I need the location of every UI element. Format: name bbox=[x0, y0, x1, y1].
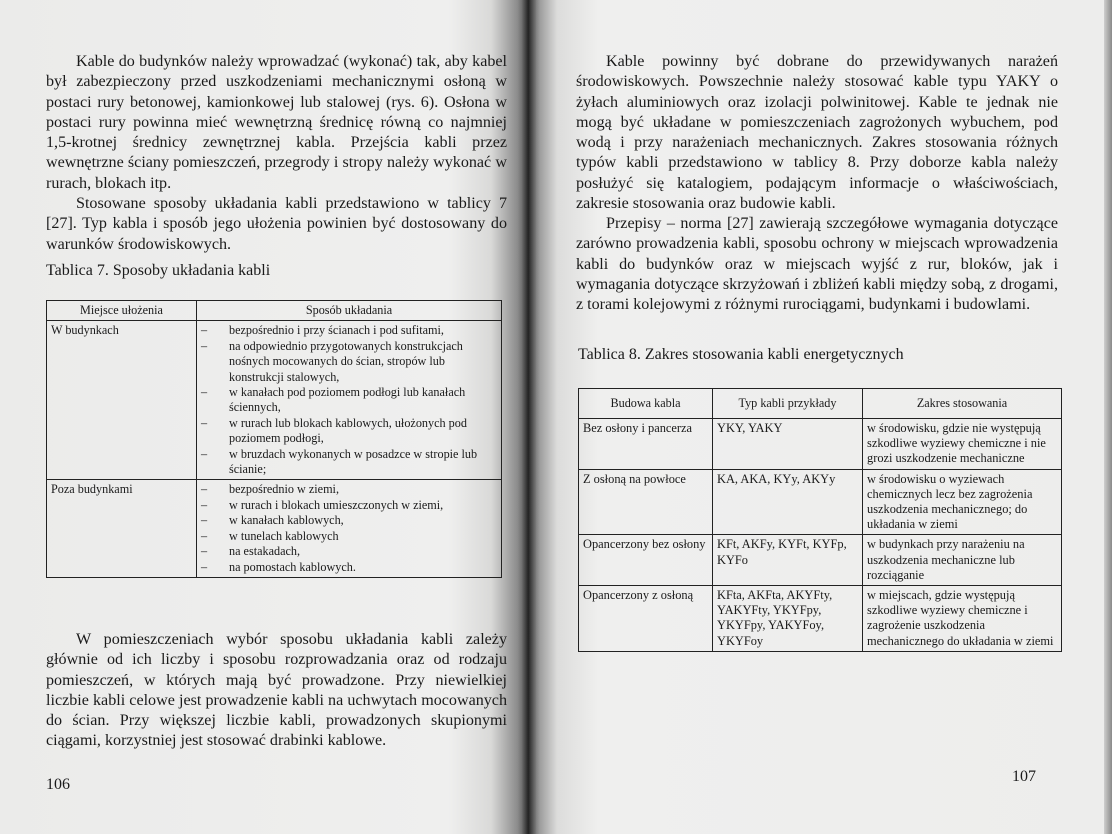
table-row bbox=[47, 321, 502, 480]
right-page bbox=[528, 0, 1112, 834]
table7-caption: Tablica 7. Sposoby układania kabli bbox=[46, 262, 271, 279]
table7 bbox=[46, 300, 502, 578]
table8-build-cell: Z osłoną na powłoce bbox=[579, 469, 713, 535]
left-paragraph-2: Stosowane sposoby układania kabli przedstawiono w tablicy 7 [27]. Typ kabla i sposób jego ułożenia powinien być dostosowany do warunków środowiskowych. bbox=[46, 195, 507, 253]
table8-caption: Tablica 8. Zakres stosowania kabli energetycznych bbox=[578, 346, 904, 363]
table-row bbox=[579, 586, 1062, 652]
list-item: – bezpośrednio i przy ścianach i pod sufitami, bbox=[201, 323, 497, 338]
right-paragraph-1: Kable powinny być dobrane do przewidywanych narażeń środowiskowych. Powszechnie należy stosować kable typu YAKY o żyłach aluminiowych oraz izolacji polwinitowej. Kable te jednak nie mogą być układane w pomieszczeniach zagrożonych wybuchem, pod wodą i przy narażeniach mechanicznych. Zakres stosowania różnych typów kabli przedstawiono w tablicy 8. Przy doborze kabla należy posłużyć się katalogiem, podającym informacje o właściwościach, zakresie stosowania oraz budowie kabli. bbox=[576, 53, 1058, 213]
table-row bbox=[579, 419, 1062, 470]
table7-place-cell: Poza budynkami bbox=[47, 480, 197, 577]
table8-scope-cell: w środowisku o wyziewach chemicznych lecz bez zagrożenia uszkodzenia mechanicznego; do układania w ziemi bbox=[863, 469, 1062, 535]
list-item: – w bruzdach wykonanych w posadzce w stropie lub ścianie; bbox=[201, 447, 497, 478]
list-item: – na estakadach, bbox=[201, 544, 497, 559]
table-row bbox=[579, 469, 1062, 535]
table8 bbox=[578, 388, 1062, 652]
book-gutter bbox=[522, 0, 536, 834]
page-number-left: 106 bbox=[46, 776, 70, 793]
table8-types-cell: KFta, AKFta, AKYFty, YAKYFty, YKYFpy, YKYFpy, YAKYFoy, YKYFoy bbox=[713, 586, 863, 652]
list-item: – w rurach lub blokach kablowych, ułożonych pod poziomem podłogi, bbox=[201, 416, 497, 447]
table7-header-method: Sposób układania bbox=[197, 301, 502, 321]
table-row bbox=[579, 535, 1062, 586]
table8-scope-cell: w miejscach, gdzie występują szkodliwe wyziewy chemiczne i zagrożenie uszkodzenia mechanicznego do układania w ziemi bbox=[863, 586, 1062, 652]
list-item: – na odpowiednio przygotowanych konstrukcjach nośnych mocowanych do ścian, stropów lub konstrukcji stalowych, bbox=[201, 339, 497, 385]
table8-types-cell: YKY, YAKY bbox=[713, 419, 863, 470]
table8-scope-cell: w budynkach przy narażeniu na uszkodzenia mechaniczne lub rozciąganie bbox=[863, 535, 1062, 586]
table7-method-cell bbox=[197, 321, 502, 480]
table8-types-cell: KFt, AKFy, KYFt, KYFp, KYFo bbox=[713, 535, 863, 586]
table7-place-cell: W budynkach bbox=[47, 321, 197, 480]
table8-header-build: Budowa kabla bbox=[579, 389, 713, 419]
table7-method-cell bbox=[197, 480, 502, 577]
table8-types-cell: KA, AKA, KYy, AKYy bbox=[713, 469, 863, 535]
right-paragraph-2: Przepisy – norma [27] zawierają szczegółowe wymagania dotyczące zarówno prowadzenia kabli, sposobu ochrony w miejscach wprowadzenia kabli do budynków oraz w miejscach wyjść z rur, bloków, jak i wymagania dotyczące skrzyżowań i zbliżeń kabli między sobą, z drogami, z torami kolejowymi z różnymi rurociągami, budynkami i budowlami. bbox=[576, 215, 1058, 314]
table8-scope-cell: w środowisku, gdzie nie występują szkodliwe wyziewy chemiczne i nie grozi uszkodzenie mechaniczne bbox=[863, 419, 1062, 470]
table8-build-cell: Opancerzony z osłoną bbox=[579, 586, 713, 652]
table7-header-place: Miejsce ułożenia bbox=[47, 301, 197, 321]
page-edge-shadow bbox=[1104, 0, 1112, 834]
table8-build-cell: Opancerzony bez osłony bbox=[579, 535, 713, 586]
left-paragraph-1: Kable do budynków należy wprowadzać (wykonać) tak, aby kabel był zabezpieczony przed uszkodzeniami mechanicznymi osłoną w postaci rury betonowej, kamionkowej lub stalowej (rys. 6). Osłona w postaci rury powinna mieć wewnętrzną średnicę równą co najmniej 1,5-krotnej średnicy zewnętrznej kabla. Przejścia kabli przez wewnętrzne ściany pomieszczeń, przegrody i stropy należy wykonać w rurach, blokach itp. bbox=[46, 53, 507, 192]
list-item: – bezpośrednio w ziemi, bbox=[201, 482, 497, 497]
list-item: – w tunelach kablowych bbox=[201, 529, 497, 544]
table8-header-types: Typ kabli przykłady bbox=[713, 389, 863, 419]
table-row bbox=[47, 480, 502, 577]
list-item: – na pomostach kablowych. bbox=[201, 560, 497, 575]
list-item: – w kanałach kablowych, bbox=[201, 513, 497, 528]
page-number-right: 107 bbox=[1012, 768, 1036, 785]
table8-header-row bbox=[579, 389, 1062, 419]
table7-header-row bbox=[47, 301, 502, 321]
table8-header-scope: Zakres stosowania bbox=[863, 389, 1062, 419]
list-item: – w rurach i blokach umieszczonych w ziemi, bbox=[201, 498, 497, 513]
left-paragraph-3: W pomieszczeniach wybór sposobu układania kabli zależy głównie od ich liczby i sposobu rozprowadzania oraz od rodzaju pomieszczeń, w których mają być prowadzone. Przy niewielkiej liczbie kabli celowe jest prowadzenie kabli na uchwytach mocowanych do ścian. Przy większej liczbie kabli, prowadzonych skupionymi ciągami, korzystniej jest stosować drabinki kablowe. bbox=[46, 631, 507, 750]
left-page bbox=[0, 0, 528, 834]
table8-build-cell: Bez osłony i pancerza bbox=[579, 419, 713, 470]
list-item: – w kanałach pod poziomem podłogi lub kanałach ściennych, bbox=[201, 385, 497, 416]
